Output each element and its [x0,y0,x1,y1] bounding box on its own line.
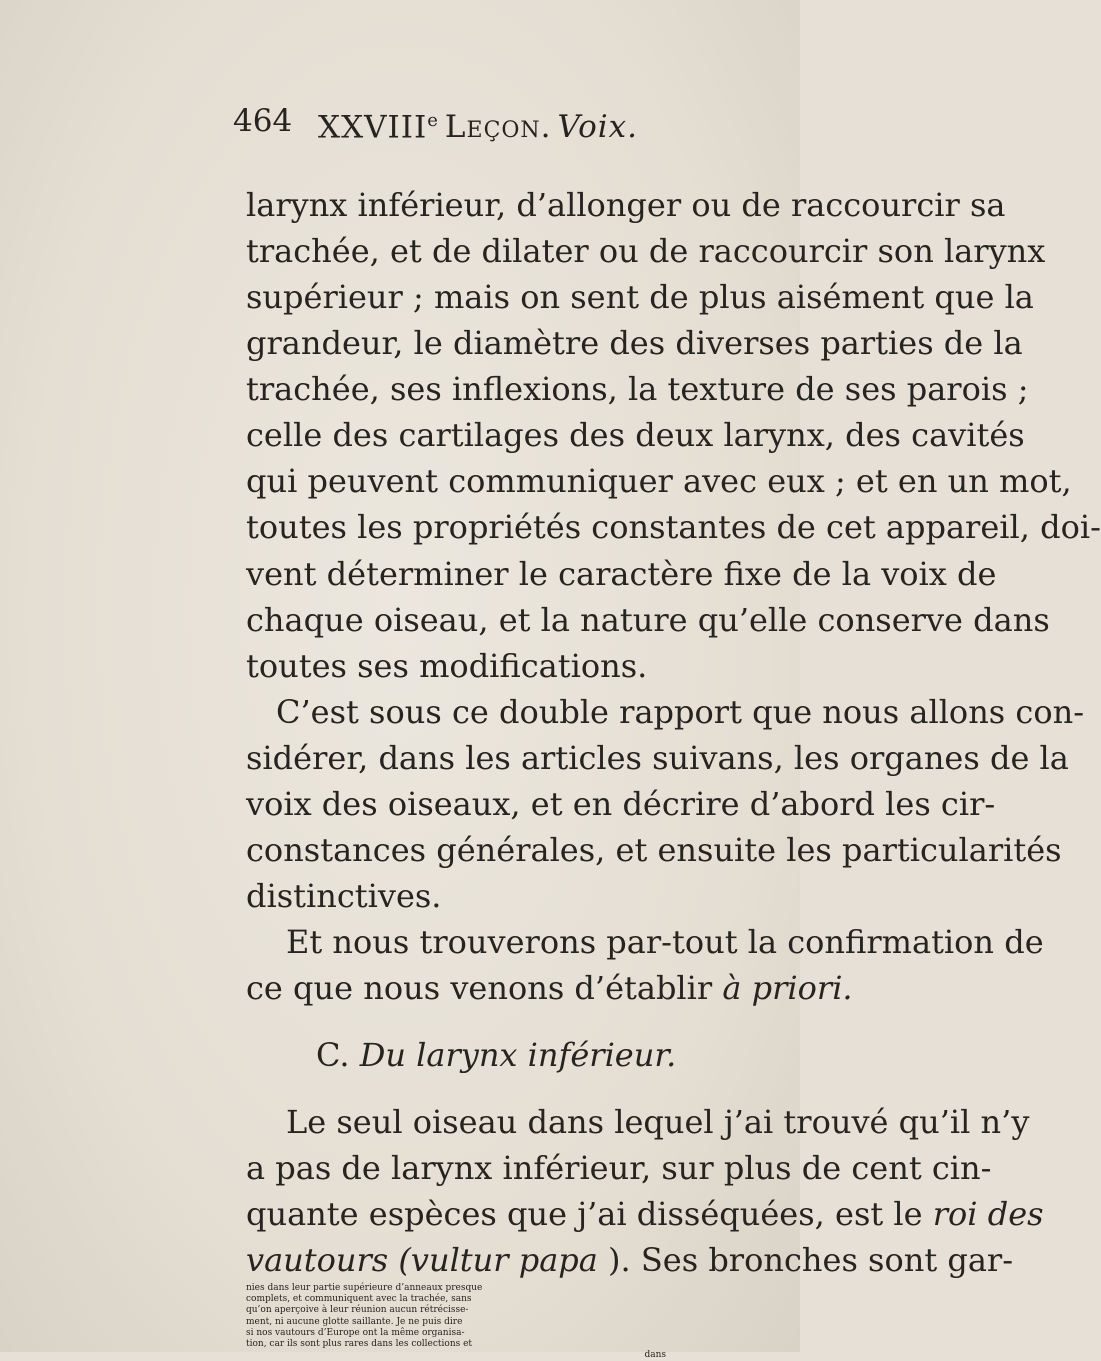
text-line: vent déterminer le caractère fixe de la voix de [246,555,997,593]
italic-roi-des: roi des [932,1195,1044,1233]
catchword: dans [644,1350,666,1361]
italic-vautours: vautours ( [246,1241,411,1279]
text-line: chaque oiseau, et la nature qu’elle conserve dans [246,601,1050,639]
lower-text-block [246,1283,786,1361]
subheading-letter: C. [316,1036,350,1074]
text-span: ). Ses bronches sont gar- [597,1241,1014,1279]
text-line: a pas de larynx inférieur, sur plus de cent cin- [246,1149,992,1187]
text-line: toutes ses modifications. [246,647,648,685]
text-line: supérieur ; mais on sent de plus aisément que la [246,278,1034,316]
text-line: nies dans leur partie supérieure d’anneaux presque [246,1283,483,1293]
text-line: constances générales, et ensuite les particularités [246,831,1062,869]
topic-label: Voix. [557,109,639,146]
text-span: ce que nous venons d’établir [246,969,713,1007]
page-number: 464 [233,103,293,139]
text-line: sidérer, dans les articles suivans, les organes de la [246,739,1069,777]
text-line: tion, car ils sont plus rares dans les collections et [246,1339,473,1350]
text-line: Le seul oiseau dans lequel j’ai trouvé qu’il n’y [286,1103,1030,1141]
text-line: C’est sous ce double rapport que nous allons con- [276,693,1084,731]
italic-vultur-papa: vultur papa [410,1241,598,1279]
text-line: celle des cartilages des deux larynx, des cavités [246,416,1025,454]
text-line [246,1191,1044,1237]
text-line: toutes les propriétés constantes de cet appareil, doi- [246,508,1101,546]
text-line: ment, ni aucune glotte saillante. Je ne puis dire [246,1316,463,1327]
text-line: si nos vautours d’Europe ont la même organisa- [246,1327,465,1338]
text-line [246,965,853,1011]
lesson-number: XXVIII [318,109,428,146]
subheading-title: Du larynx inférieur. [359,1036,677,1074]
running-header [0,97,800,145]
text-line: larynx inférieur, d’allonger ou de raccourcir sa [246,186,1006,224]
text-line: complets, et communiquent avec la trachée, sans [246,1294,472,1305]
text-line [246,1237,1013,1283]
section-subheading [316,1032,676,1078]
text-line: grandeur, le diamètre des diverses parties de la [246,324,1023,362]
text-line: Et nous trouverons par-tout la confirmation de [286,923,1044,961]
lesson-suffix: e [427,110,439,131]
text-line: trachée, ses inflexions, la texture de ses parois ; [246,370,1029,408]
text-line: trachée, et de dilater ou de raccourcir son larynx [246,232,1046,270]
text-line: qu’on aperçoive à leur réunion aucun rétrécisse- [246,1305,469,1316]
text-span: quante espèces que j’ai disséquées, est le [246,1195,923,1233]
italic-a-priori: à priori. [722,969,853,1007]
text-line: qui peuvent communiquer avec eux ; et en un mot, [246,462,1072,500]
running-head [318,97,638,151]
lecon-label: Leçon. [444,109,552,146]
text-line: voix des oiseaux, et en décrire d’abord les cir- [246,785,996,823]
text-line: distinctives. [246,877,442,915]
